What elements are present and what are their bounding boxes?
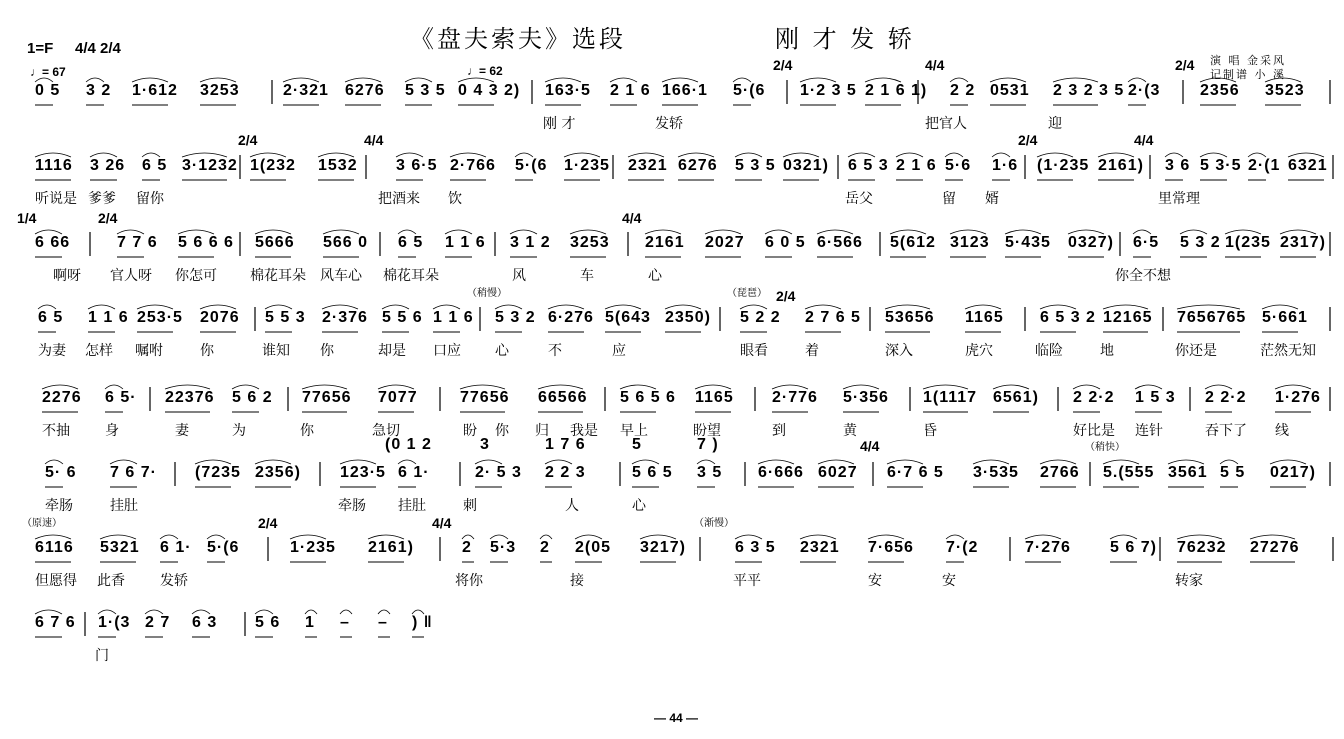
note-group: 3523 (1265, 82, 1305, 99)
note-group: 5 3 5 (405, 82, 446, 99)
note-group: 1 1 6 (88, 309, 129, 326)
note-group: 6·276 (548, 309, 594, 326)
note-group: 3561 (1168, 464, 1208, 481)
lyric-text: 挂肚 (398, 498, 426, 514)
note-group: 2 7 (145, 614, 171, 631)
note-group: 6 5 (38, 309, 64, 326)
note-group: 2321 (800, 539, 840, 556)
note-group: 3 6·5 (396, 157, 438, 174)
lyric-text: 急切 (372, 423, 400, 439)
note-group: 2161) (1098, 157, 1144, 174)
meter-change: 2/4 (776, 288, 796, 304)
note-group: (7235 (195, 464, 241, 481)
note-group: 3253 (570, 234, 610, 251)
note-group: 5 3 5 (735, 157, 776, 174)
note-group: 6321 (1288, 157, 1328, 174)
score-subtitle: 刚 才 发 轿 (775, 25, 915, 53)
note-group: 2076 (200, 309, 240, 326)
lyric-text: 妻 (175, 423, 189, 439)
lyric-text: 官人呀 (110, 268, 152, 284)
note-group: 1(232 (250, 157, 296, 174)
note-group: 2 2 (950, 82, 976, 99)
note-group: 2317) (1280, 234, 1326, 251)
tempo-mark-change: ♩= 62 (467, 64, 503, 78)
lyric-text: 风车心 (320, 268, 362, 284)
lyric-text: 不抽 (42, 423, 70, 439)
performance-tag: （稍快） (1085, 442, 1125, 453)
lyric-text: 此香 (97, 573, 125, 589)
note-group: 2276 (42, 389, 82, 406)
note-group: 1 (305, 614, 315, 631)
lyric-text: 怎样 (85, 343, 113, 359)
lyric-text: 虎穴 (965, 343, 993, 359)
note-group: 5·435 (1005, 234, 1051, 251)
note-group: 5 5 6 (382, 309, 423, 326)
note-group: 6·566 (817, 234, 863, 251)
note-group: 0 5 (35, 82, 61, 99)
note-group: 77656 (460, 389, 510, 406)
note-group: 66566 (538, 389, 588, 406)
note-group: 1165 (965, 309, 1004, 326)
lyric-text: 但愿得 (35, 573, 77, 589)
lyric-text: 留 (942, 191, 956, 207)
note-group: 2350) (665, 309, 711, 326)
note-group: 1 1 6 (445, 234, 486, 251)
note-group: 3123 (950, 234, 990, 251)
lyric-text: 车 (580, 268, 594, 284)
meter-change: 4/4 (432, 515, 452, 531)
note-group: 5321 (100, 539, 140, 556)
note-group: – (378, 614, 388, 631)
note-group: 1·276 (1275, 389, 1321, 406)
lyric-text: 挂肚 (110, 498, 138, 514)
lyric-text: 应 (612, 343, 626, 359)
lyric-text: 心 (495, 343, 509, 359)
lyric-text: 将你 (455, 573, 483, 589)
note-group: 2 2·2 (1205, 389, 1247, 406)
note-group: 2 (462, 539, 472, 556)
lyric-text: 嘱咐 (135, 343, 163, 359)
note-group: 2·776 (772, 389, 818, 406)
note-group: 6·7 6 5 (887, 464, 944, 481)
note-group: 7077 (378, 389, 418, 406)
note-group: 5 6 (255, 614, 281, 631)
note-group: 3·535 (973, 464, 1019, 481)
lyric-text: 刚 才 (543, 116, 576, 132)
lyric-text: 发轿 (655, 116, 683, 132)
lyric-text: 盼望 (693, 423, 721, 439)
performance-tag: （原速） (22, 518, 62, 529)
note-group: 0 4 3 2) (458, 82, 521, 99)
note-group: 5 5 (1220, 464, 1246, 481)
lyric-text: 连针 (1135, 423, 1163, 439)
note-group: 7·656 (868, 539, 914, 556)
note-group: 0321) (783, 157, 829, 174)
note-group: 5(612 (890, 234, 936, 251)
note-group: 6 3 (192, 614, 218, 631)
time-signature: 4/4 2/4 (75, 40, 121, 57)
page-number: — 44 — (654, 711, 699, 725)
note-group: 5 6 5 6 (620, 389, 676, 406)
lyric-text: 风 (512, 268, 526, 284)
note-group: 1(235 (1225, 234, 1271, 251)
lyric-text: 身 (105, 423, 119, 439)
lyric-text: 你全不想 (1115, 268, 1171, 284)
note-group: 7·(2 (946, 539, 979, 556)
note-group: 76232 (1177, 539, 1227, 556)
lyric-text: 谁知 (262, 343, 290, 359)
lyric-text: 茫然无知 (1260, 343, 1316, 359)
lyric-text: 为妻 (38, 343, 66, 359)
meter-change: 4/4 (1134, 132, 1154, 148)
lyric-text: 为 (232, 423, 246, 439)
note-group: 1·235 (290, 539, 336, 556)
note-group: 5·356 (843, 389, 889, 406)
lyric-text: 发轿 (160, 573, 188, 589)
note-group: 5 6 7) (1110, 539, 1157, 556)
lyric-text: 接 (570, 573, 584, 589)
note-group: 7 6 7· (110, 464, 157, 481)
meter-change: 4/4 (860, 438, 880, 454)
lyric-text: 安 (942, 573, 956, 589)
note-group: 5 3 2 (495, 309, 536, 326)
lyric-text: 昏 (923, 423, 937, 439)
note-group: 1·6 (992, 157, 1019, 174)
lyric-text: 你 (300, 423, 314, 439)
note-group: 5666 (255, 234, 295, 251)
score-title: 《盘夫索夫》选段 (410, 25, 626, 53)
upper-note: 3 (480, 436, 490, 453)
note-group: 5 6 2 (232, 389, 273, 406)
note-group: 163·5 (545, 82, 591, 99)
note-group: 1·235 (564, 157, 610, 174)
lyric-text: 棉花耳朵 (383, 268, 439, 284)
upper-note: 7 ) (697, 436, 719, 453)
note-group: 6 66 (35, 234, 71, 251)
note-group: 2161 (645, 234, 685, 251)
note-group: 77656 (302, 389, 352, 406)
note-group: ) ‖ (412, 614, 433, 631)
lyric-text: 人 (565, 498, 579, 514)
note-group: 2·376 (322, 309, 368, 326)
note-group: 5 5 3 (265, 309, 306, 326)
note-group: 7·276 (1025, 539, 1071, 556)
note-group: 53656 (885, 309, 935, 326)
note-group: 1·612 (132, 82, 178, 99)
lyric-text: 平平 (733, 573, 761, 589)
note-group: 5 3·5 (1200, 157, 1242, 174)
lyric-text: 心 (632, 498, 646, 514)
note-group: 6 5 3 (848, 157, 889, 174)
note-group: 3 26 (90, 157, 126, 174)
note-group: 7 7 6 (117, 234, 158, 251)
note-group: 6 7 6 (35, 614, 76, 631)
note-group: 3 1 2 (510, 234, 551, 251)
lyric-text: 牵肠 (45, 498, 73, 514)
lyric-text: 你 (200, 343, 214, 359)
note-group: 5 3 2 (1180, 234, 1221, 251)
performance-tag: （琵琶） (727, 288, 767, 299)
lyric-text: 刺 (463, 498, 477, 514)
note-group: 0327) (1068, 234, 1114, 251)
note-group: 2161) (368, 539, 414, 556)
note-group: 5.(555 (1103, 464, 1155, 481)
note-group: 2 7 6 5 (805, 309, 861, 326)
note-group: 6 1· (398, 464, 430, 481)
meter-change: 2/4 (238, 132, 258, 148)
lyric-text: 你怎可 (175, 268, 217, 284)
note-group: 6 5 3 2 (1040, 309, 1096, 326)
note-group: 1(1117 (923, 389, 978, 406)
lyric-text: 线 (1275, 423, 1289, 439)
note-group: 0217) (1270, 464, 1316, 481)
lyric-text: 岳父 (845, 191, 873, 207)
note-group: 6276 (678, 157, 718, 174)
note-group: 123·5 (340, 464, 386, 481)
upper-note: 1 7 6 (545, 436, 586, 453)
note-group: 2 2·2 (1073, 389, 1115, 406)
note-group: 1·(3 (98, 614, 131, 631)
lyric-text: 饮 (448, 191, 462, 207)
note-group: 2·766 (450, 157, 496, 174)
note-group: 0531 (990, 82, 1030, 99)
lyric-text: 迎 (1048, 116, 1062, 132)
note-group: 6276 (345, 82, 385, 99)
note-group: 6 5· (105, 389, 137, 406)
note-group: 2766 (1040, 464, 1080, 481)
note-group: 6 3 5 (735, 539, 776, 556)
note-group: 2356) (255, 464, 301, 481)
note-group: 1532 (318, 157, 358, 174)
lyric-text: 却是 (378, 343, 406, 359)
note-group: 6561) (993, 389, 1039, 406)
note-group: 3·1232 (182, 157, 238, 174)
note-group: 3 2 (86, 82, 112, 99)
lyric-text: 你 (495, 423, 509, 439)
note-group: 5·(6 (733, 82, 766, 99)
note-group: 6 0 5 (765, 234, 806, 251)
note-group: 6 1· (160, 539, 192, 556)
note-group: 2·(1 (1248, 157, 1281, 174)
lyric-text: 眼看 (740, 343, 768, 359)
tempo-mark-opening: ♩= 67 (30, 65, 66, 79)
credit-notation: 记制谱 小 溪 (1210, 68, 1286, 81)
lyric-text: 爹爹 (88, 191, 116, 207)
key-signature: 1=F (27, 40, 54, 57)
lyric-text: 归 (535, 423, 549, 439)
lyric-text: 把官人 (925, 116, 967, 132)
lyric-text: 吞下了 (1205, 423, 1247, 439)
note-group: 1165 (695, 389, 734, 406)
lyric-text: 好比是 (1073, 423, 1115, 439)
note-group: 253·5 (137, 309, 183, 326)
note-group: 3217) (640, 539, 686, 556)
note-group: 2321 (628, 157, 668, 174)
upper-note: 5 (632, 436, 642, 453)
lyric-text: 不 (548, 343, 562, 359)
note-group: 2027 (705, 234, 745, 251)
performance-tag: （稍慢） (467, 288, 507, 299)
note-group: 2 2 3 (545, 464, 586, 481)
note-group: 22376 (165, 389, 215, 406)
note-group: 2(05 (575, 539, 612, 556)
note-group: 2 1 6 (610, 82, 651, 99)
meter-change: 2/4 (98, 210, 118, 226)
note-group: 2·321 (283, 82, 329, 99)
note-group: 5·6 (945, 157, 972, 174)
note-group: 5·3 (490, 539, 517, 556)
lyric-text: 啊呀 (53, 268, 81, 284)
meter-change: 2/4 (773, 57, 793, 73)
lyric-text: 把酒来 (378, 191, 420, 207)
lyric-text: 婿 (985, 191, 999, 207)
meter-change: 4/4 (622, 210, 642, 226)
note-group: 6116 (35, 539, 74, 556)
meter-change: 2/4 (258, 515, 278, 531)
meter-change: 1/4 (17, 210, 37, 226)
credit-singer: 演 唱 金采风 (1210, 54, 1286, 67)
note-group: 5· 6 (45, 464, 77, 481)
note-group: 6027 (818, 464, 858, 481)
upper-note: (0 1 2 (385, 436, 432, 453)
note-group: 5·(6 (515, 157, 548, 174)
lyric-text: 安 (868, 573, 882, 589)
performance-tag: （渐慢） (694, 518, 734, 529)
note-group: 566 0 (323, 234, 369, 251)
lyric-text: 到 (772, 423, 786, 439)
lyric-text: 听说是 (35, 191, 77, 207)
note-group: 5·661 (1262, 309, 1308, 326)
lyric-text: 深入 (885, 343, 913, 359)
lyric-text: 我是 (570, 423, 598, 439)
note-group: 5 6 5 (632, 464, 673, 481)
lyric-text: 你 (320, 343, 334, 359)
lyric-text: 地 (1100, 343, 1114, 359)
note-group: 1 5 3 (1135, 389, 1176, 406)
lyric-text: 口应 (433, 343, 461, 359)
note-group: 1 1 6 (433, 309, 474, 326)
lyric-text: 早上 (620, 423, 648, 439)
lyric-text: 着 (805, 343, 819, 359)
note-group: 2356 (1200, 82, 1240, 99)
lyric-text: 黄 (843, 423, 857, 439)
note-group: 6 5 (398, 234, 424, 251)
note-group: 166·1 (662, 82, 708, 99)
note-group: 1116 (35, 157, 73, 174)
note-group: 5(643 (605, 309, 651, 326)
note-group: 27276 (1250, 539, 1300, 556)
note-group: 2 1 6 (896, 157, 937, 174)
lyric-text: 你还是 (1175, 343, 1217, 359)
meter-change: 4/4 (364, 132, 384, 148)
note-group: 3 5 (697, 464, 723, 481)
note-group: 5 2 2 (740, 309, 781, 326)
note-group: 3 6 (1165, 157, 1191, 174)
lyric-text: 盼 (463, 423, 477, 439)
note-group: 2·(3 (1128, 82, 1161, 99)
lyric-text: 牵肠 (338, 498, 366, 514)
meter-change: 4/4 (925, 57, 945, 73)
note-group: – (340, 614, 350, 631)
lyric-text: 门 (95, 648, 109, 664)
lyric-text: 留你 (136, 191, 164, 207)
note-group: (1·235 (1037, 157, 1090, 174)
note-group: 1·2 3 5 (800, 82, 857, 99)
note-group: 3253 (200, 82, 240, 99)
note-group: 7656765 (1177, 309, 1247, 326)
note-group: 2 3 2 3 5 (1053, 82, 1125, 99)
note-group: 5 6 6 6 (178, 234, 234, 251)
note-group: 6·5 (1133, 234, 1160, 251)
note-group: 12165 (1103, 309, 1153, 326)
meter-change: 2/4 (1018, 132, 1038, 148)
note-group: 6·666 (758, 464, 804, 481)
note-group: 6 5 (142, 157, 168, 174)
note-group: 5·(6 (207, 539, 240, 556)
note-group: 2 1 6 1) (865, 82, 928, 99)
lyric-text: 转家 (1175, 573, 1203, 589)
note-group: 2· 5 3 (475, 464, 522, 481)
meter-change: 2/4 (1175, 57, 1195, 73)
lyric-text: 棉花耳朵 (250, 268, 306, 284)
lyric-text: 临险 (1035, 343, 1063, 359)
lyric-text: 心 (648, 268, 662, 284)
lyric-text: 里常理 (1158, 191, 1200, 207)
note-group: 2 (540, 539, 550, 556)
